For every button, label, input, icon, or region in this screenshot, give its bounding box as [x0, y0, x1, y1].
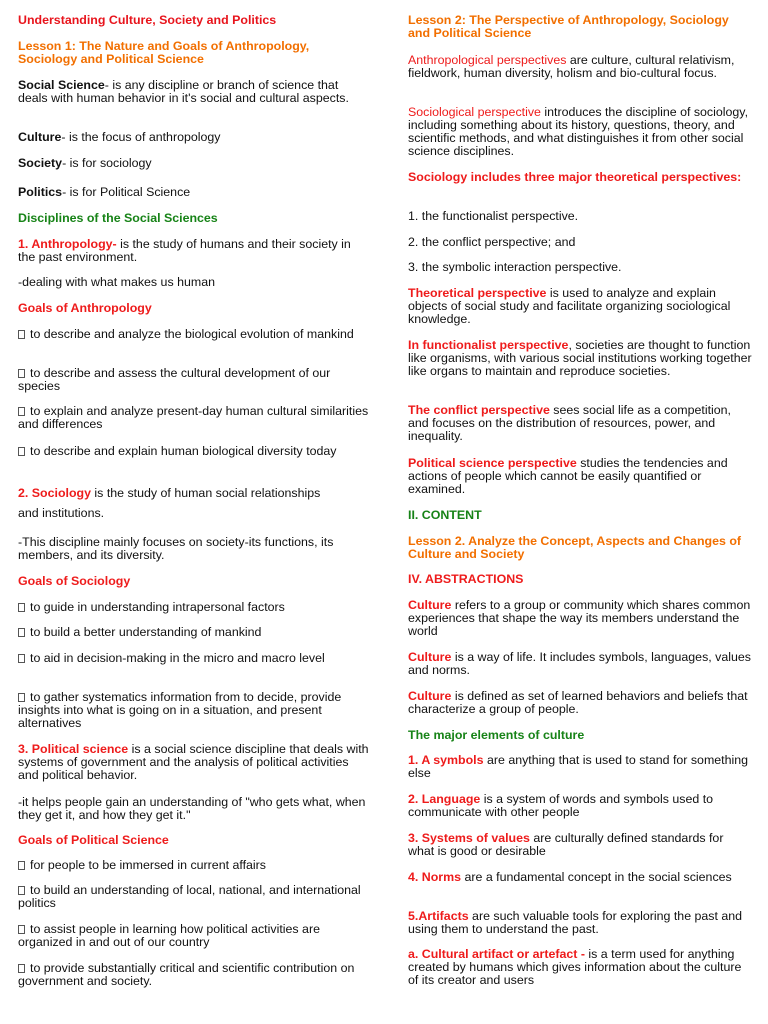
term: a. Cultural artifact or artefact -: [408, 947, 585, 961]
term: 1. Anthropology-: [18, 237, 117, 251]
bullet-item: [18, 962, 370, 988]
anthropology-definition: [18, 238, 370, 264]
politics-definition: [18, 186, 370, 199]
definition-text: is a social science discipline that deals with systems of government and the analysis of political activities and political behavior.: [18, 742, 369, 782]
definition-text: are culturally defined standards for what is good or desirable: [408, 831, 724, 858]
term: Culture: [408, 650, 452, 664]
term: Politics: [18, 185, 63, 199]
bullet-box-icon: [18, 330, 25, 339]
perspective-item: 2. the conflict perspective; and: [408, 235, 576, 249]
three-perspectives-heading: Sociology includes three major theoretical perspectives:: [408, 170, 742, 184]
society-definition: [18, 157, 370, 170]
term: Culture: [408, 689, 452, 703]
bullet-item: [18, 405, 370, 431]
culture-element: [408, 754, 752, 780]
abstractions-heading: IV. ABSTRACTIONS: [408, 572, 524, 586]
term: Social Science: [18, 78, 105, 92]
content-heading: II. CONTENT: [408, 508, 482, 522]
definition-text: , societies are thought to function like organisms, with various social institutions working together like organs to maintain and reproduce societies.: [408, 338, 752, 378]
definition-text: refers to a group or community which shares common experiences that shape the way its members understand the world: [408, 598, 751, 638]
definition-text: are a fundamental concept in the social sciences: [461, 870, 732, 884]
definition-text: - is any discipline or branch of science that deals with human behavior in it's social and cultural aspects.: [18, 78, 349, 105]
bullet-text: to describe and analyze the biological evolution of mankind: [30, 327, 354, 341]
sociology-continuation: and institutions.: [18, 506, 105, 520]
bullet-item: [18, 601, 370, 614]
bullet-item: [18, 859, 370, 872]
bullet-text: to assist people in learning how political activities are organized in and out of our country: [18, 922, 320, 949]
bullet-box-icon: [18, 861, 25, 870]
bullet-text: to explain and analyze present-day human cultural similarities and differences: [18, 404, 369, 431]
term: 3. Systems of values: [408, 831, 530, 845]
definition-text: is defined as set of learned behaviors and beliefs that characterize a group of people.: [408, 689, 748, 716]
definition-text: are culture, cultural relativism, fieldwork, human diversity, holism and bio-cultural focus.: [408, 53, 735, 80]
term: 1. A symbols: [408, 753, 484, 767]
culture-element: [408, 793, 752, 819]
term: The conflict perspective: [408, 403, 550, 417]
bullet-item: [18, 328, 370, 341]
term: 3. Political science: [18, 742, 129, 756]
bullet-box-icon: [18, 925, 25, 934]
definition-text: studies the tendencies and actions of people which cannot be easily quantified or examined.: [408, 456, 728, 496]
definition-text: are such valuable tools for exploring the past and using them to understand the past.: [408, 909, 743, 936]
culture-definition-2: [408, 651, 752, 677]
term: Culture: [408, 598, 452, 612]
bullet-box-icon: [18, 369, 25, 378]
definition-text: sees social life as a competition, and focuses on the distribution of resources, power, and inequality.: [408, 403, 731, 443]
culture-definition-1: [408, 599, 752, 638]
culture-definition-3: [408, 690, 752, 716]
social-science-definition: [18, 79, 370, 105]
political-science-definition: [18, 743, 370, 782]
disciplines-heading: Disciplines of the Social Sciences: [18, 211, 218, 225]
political-science-note: -it helps people gain an understanding of "who gets what, when they get it, and how they get it.": [18, 795, 366, 822]
definition-text: is the study of human social relationships: [90, 486, 321, 500]
bullet-text: to aid in decision-making in the micro and macro level: [30, 651, 325, 665]
goals-polsci-heading: Goals of Political Science: [18, 833, 169, 847]
goals-sociology-heading: Goals of Sociology: [18, 574, 131, 588]
term: 4. Norms: [408, 870, 462, 884]
definition-text: is the study of humans and their society in the past environment.: [18, 237, 351, 264]
bullet-text: to gather systematics information from to decide, provide insights into what is going on in a situation, and present alternatives: [18, 690, 342, 730]
goals-anthropology-heading: Goals of Anthropology: [18, 301, 152, 315]
bullet-item: [18, 626, 370, 639]
term: 2. Sociology: [18, 486, 91, 500]
definition-text: is a way of life. It includes symbols, languages, values and norms.: [408, 650, 751, 677]
bullet-box-icon: [18, 628, 25, 637]
definition-text: - is for Political Science: [62, 185, 191, 199]
bullet-text: to describe and explain human biological diversity today: [30, 444, 337, 458]
definition-text: is a term used for anything created by humans which gives information about the culture of its creator and users: [408, 947, 742, 987]
term: Anthropological perspectives: [408, 53, 567, 67]
definition-text: - is the focus of anthropology: [61, 130, 221, 144]
term: Culture: [18, 130, 62, 144]
bullet-text: to guide in understanding intrapersonal factors: [30, 600, 285, 614]
bullet-box-icon: [18, 654, 25, 663]
culture-element: [408, 948, 752, 987]
anthropology-note: -dealing with what makes us human: [18, 275, 215, 289]
lesson2-heading: Lesson 2: The Perspective of Anthropology, Sociology and Political Science: [408, 13, 729, 40]
conflict-perspective: [408, 404, 752, 443]
definition-text: is a system of words and symbols used to communicate with other people: [408, 792, 714, 819]
term: Sociological perspective: [408, 105, 541, 119]
sociology-note: -This discipline mainly focuses on society-its functions, its members, and its diversity.: [18, 535, 334, 562]
lesson1-heading: Lesson 1: The Nature and Goals of Anthropology, Sociology and Political Science: [18, 39, 310, 66]
bullet-item: [18, 445, 370, 458]
term: 5.Artifacts: [408, 909, 469, 923]
perspective-item: 3. the symbolic interaction perspective.: [408, 260, 622, 274]
bullet-item: [18, 884, 370, 910]
term: In functionalist perspective: [408, 338, 569, 352]
bullet-box-icon: [18, 407, 25, 416]
bullet-item: [18, 691, 370, 730]
culture-definition: [18, 131, 370, 144]
anthropological-perspective: [408, 54, 752, 80]
document-title: Understanding Culture, Society and Politics: [18, 13, 277, 27]
bullet-box-icon: [18, 693, 25, 702]
bullet-item: [18, 652, 370, 665]
bullet-box-icon: [18, 603, 25, 612]
bullet-text: to build an understanding of local, national, and international politics: [18, 883, 361, 910]
bullet-text: to provide substantially critical and scientific contribution on government and society.: [18, 961, 355, 988]
culture-element: [408, 910, 752, 936]
functionalist-perspective: [408, 339, 752, 378]
bullet-text: to build a better understanding of mankind: [30, 625, 262, 639]
theoretical-perspective: [408, 287, 752, 326]
definition-text: introduces the discipline of sociology, including something about its history, questions, theory, and scientific methods, and what distinguishes it from other social science disciplines.: [408, 105, 749, 158]
definition-text: - is for sociology: [62, 156, 152, 170]
term: Political science perspective: [408, 456, 577, 470]
definition-text: are anything that is used to stand for something else: [408, 753, 749, 780]
bullet-item: [18, 923, 370, 949]
culture-element: [408, 832, 752, 858]
lesson2-analyze-heading: Lesson 2. Analyze the Concept, Aspects and Changes of Culture and Society: [408, 534, 742, 561]
term: Theoretical perspective: [408, 286, 547, 300]
elements-heading: The major elements of culture: [408, 728, 585, 742]
sociological-perspective: [408, 106, 752, 158]
political-science-perspective: [408, 457, 752, 496]
culture-element: [408, 871, 752, 884]
bullet-text: for people to be immersed in current affairs: [30, 858, 266, 872]
perspective-item: 1. the functionalist perspective.: [408, 209, 579, 223]
definition-text: is used to analyze and explain objects of social study and facilitate organizing sociological knowledge.: [408, 286, 731, 326]
term: Society: [18, 156, 63, 170]
bullet-box-icon: [18, 886, 25, 895]
sociology-definition: [18, 487, 370, 500]
bullet-box-icon: [18, 447, 25, 456]
bullet-item: [18, 367, 370, 393]
term: 2. Language: [408, 792, 481, 806]
bullet-text: to describe and assess the cultural development of our species: [18, 366, 331, 393]
bullet-box-icon: [18, 964, 25, 973]
